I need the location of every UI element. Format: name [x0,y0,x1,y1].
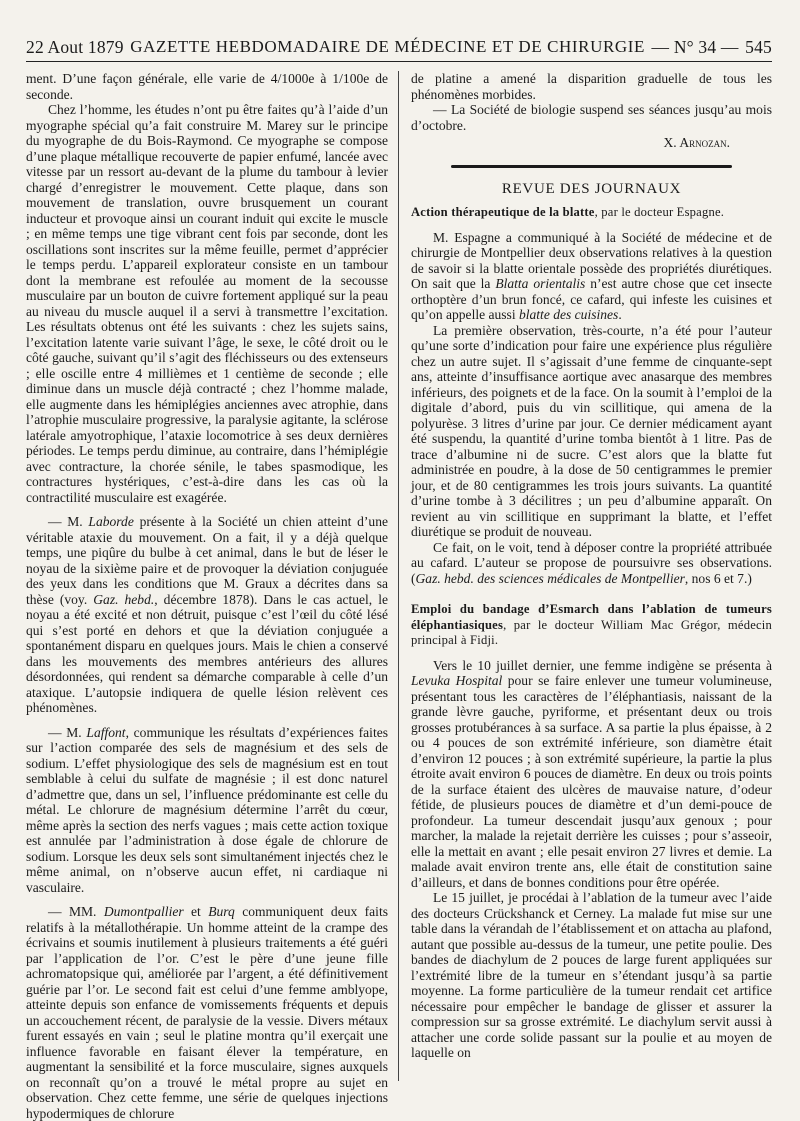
paragraph [26,514,388,716]
paragraph: ment. D’une façon générale, elle varie de 4/1000e à 1/100e de seconde. [26,71,388,102]
paragraph [411,230,772,323]
right-column [399,71,772,1081]
article-author: , par le docteur Espagne. [594,205,725,219]
text-run: — M. [48,724,87,740]
text-run: pour se faire enlever une tumeur volumineuse, présentant tous les caractères de l’éléphantiasis, naissant de la grande lèvre gauche, pyriforme, et présentant deux ou trois grosses protubérances à sa surface. A sa partie la plus épaisse, à 2 ou 4 pouces de son extrémité inférieure, son diamètre était d’environ 12 pouces ; à son extrémité supérieure, la partie la plus étroite avait environ 6 pouces de diamètre. En deux ou trois points de la surface étaient des ulcères de mauvaise nature, d’odeur fétide, de plusieurs pouces de diamètre et d’un demi-pouce de profondeur. La tumeur descendait jusqu’aux genoux ; pour marcher, la malade la rejetait derrière les cuisses ; pour s’asseoir, elle la mettait en avant ; elle pesait environ 27 livres et demie. La malade avait environ trente ans, elle était de constitution saine d’ailleurs, et dans de bonnes conditions pour être opérée. [411,673,772,890]
text-run: présente à la Société un chien atteint d’une véritable ataxie du mouvement. On a fait, il y a déjà quelque temps, une piqûre du bulbe à cet animal, dans le but de léser le noyau de la sixième paire et de provoquer la déviation conjuguée des yeux dans les conditions que M. Graux a décrites dans sa thèse (voy. [26,514,388,607]
text-run: , décembre 1878). Dans le cas actuel, le noyau a été excité et non détruit, puisque c’est l’œil du côté lésé qui s’est porté en dehors et que la déviation conjuguée a spontanément disparu en quelques jours. Mais le chien a conservé dans les mouvements des membres antérieurs des allures désordonnées, qui rendent sa démarche comparable à celle d’un ataxique. L’autopsie indiquera de quelle lésion relèvent ces phénomènes. [26,591,388,715]
text-columns [26,71,772,1121]
paragraph [411,540,772,587]
header-journal-title: GAZETTE HEBDOMADAIRE DE MÉDECINE ET DE CHIRURGIE [130,37,646,56]
person-name: Burq [208,904,235,919]
article-heading [411,602,772,649]
text-run: M. Espagne a communiqué à la Société de médecine et de chirurgie de Montpellier deux observations relatives à la question de savoir si la blatte orientale possède des propriétés diurétiques. On sait que la [411,229,772,291]
species-name: Blatta orientalis [495,276,586,291]
paragraph [26,725,388,896]
left-column [26,71,399,1121]
place-name: Levuka Hospital [411,673,503,688]
header-page-number: 545 [745,36,772,57]
journal-reference: Gaz. hebd. des sciences médicales de Montpellier [415,570,685,586]
header-date: 22 Aout 1879 [26,36,124,57]
paragraph: de platine a amené la disparition graduelle de tous les phénomènes morbides. [411,71,772,102]
section-title: REVUE DES JOURNAUX [501,180,682,197]
text-run: — MM. [48,904,104,919]
paragraph: Chez l’homme, les études n’ont pu être faites qu’à l’aide d’un myographe spécial qu’a fait construire M. Marey sur le principe du myographe de du Bois-Raymond. Ce myographe se compose d’une plaque métallique recouverte de papier enfumé, lancée avec vitesse par un ressort au-devant de la plume du tambour à levier chargé d’enregistrer le mouvement. Cette plaque, dans son mouvement de translation, ouvre brusquement un courant inducteur et provoque ainsi un courant induit qui excite le muscle ; en même temps une tige vibrant cent fois par seconde, dont les oscillations sont inscrites sur la même feuille, permet d’apprécier le temps perdu. L’appareil explorateur consiste en un tambour dont la membrane est refoulée au moment de la secousse musculaire par un bouton de cuivre fortement appliqué sur la peau au niveau du muscle auquel il a servi à transmettre l’excitation. Les résultats obtenus ont été les suivants : chez les sujets sains, l’excitation latente varie suivant l’âge, le sexe, le côté droit ou le côté gauche, suivant qu’il s’agit des fléchisseurs ou des extenseurs ; elle oscille entre 4 millièmes et 1 centième de seconde ; elle diminue dans un muscle déjà contracté ; chez l’homme malade, elle augmente dans les hémiplégies anciennes avec atrophie, dans l’atrophie musculaire progressive, la paralysie agitante, la sclérose latérale amyotrophique, l’ataxie locomotrice à ses deux dernières périodes. Le temps perdu diminue, au contraire, dans l’hémiplégie avec contracture, la chorée sénile, le tabes spasmodique, les contractures hystériques, c’est-à-dire dans les cas où la contractilité musculaire est exagérée. [26,102,388,505]
article-title: Action thérapeutique de la blatte [411,205,595,219]
text-run: , communique les résultats d’expériences faites sur l’action comparée des sels de magnésium et des sels de sodium. L’effet physiologique des sels de magnésium est en tout semblable à celui du sulfate de magnésie ; il est donc naturel d’admettre que, dans un sel, l’influence prédominante est celle du métal. Le chlorure de magnésium détermine l’arrêt du cœur, même après la section des nerfs vagues ; mais cette action toxique est annulée par l’administration à dose égale de chlorure de sodium. Lorsque les deux sels sont simultanément injectés chez le même animal, on n’observe aucun effet, ni cardiaque ni vasculaire. [26,724,388,895]
paragraph: Le 15 juillet, je procédai à l’ablation de la tumeur avec l’aide des docteurs Crückshanck et Cerney. La malade fut mise sur une table dans la vérandah de l’établissement et on attacha au plafond, autant que possible au-dessus de la tumeur, une petite poulie. Des bandes de diachylum de 2 pouces de large furent appliquées sur l’extrémité libre de la tumeur en s’étendant jusqu’à sa partie moyenne. La forme particulière de la tumeur rendait cet artifice nécessaire pour empêcher le bandage de glisser et assurer la compression sur sa grosse extrémité. Le diachylum servit aussi à attacher une corde solide passant sur la poulie et au moyen de laquelle on [411,890,772,1060]
section-divider [411,165,772,168]
text-run: — M. [48,514,89,529]
text-run: et [183,904,209,919]
text-run: Ce fait, on le voit, tend à déposer contre la propriété attribuée au cafard. L’auteur se propose de poursuivre ses observations. ( [411,539,772,586]
signature: X. Arnozan. [663,135,730,150]
header-issue-number: — N° 34 — [651,36,739,57]
person-name: Laborde [88,514,134,529]
text-run: , nos 6 et 7.) [684,570,752,586]
term: blatte des cuisines [518,307,619,322]
text-run: communiquent deux faits relatifs à la métallothérapie. Un homme atteint de la crampe des écrivains et soumis inutilement à plusieurs traitements a été guéri par l’application de l’or. C’est le père d’une jeune fille achromatopsique qui, améliorée par l’argent, a été définitivement guérie par l’or. Le second fait est celui d’une femme amblyope, atteinte depuis son enfance de vomissements fréquents et depuis un accouchement récent, de paralysie de la vessie. Divers métaux furent essayés en vain ; seul le platine montra qu’il exerçait une influence favorable en faisant élever la température, en augmentant la sensibilité et la force musculaire, signes auxquels on reconnaît qu’on a trouvé le métal propre au sujet en observation. Chez cette femme, une série de quelques injections hypodermiques de chlorure [26,904,388,1121]
journal-reference: Gaz. hebd. [93,591,155,607]
paragraph [411,658,772,891]
article-author: , par le docteur William Mac Grégor, médecin principal à Fidji. [411,617,772,647]
text-run: . [618,307,622,322]
person-name: Dumontpallier [103,904,184,919]
paragraph: La première observation, très-courte, n’a été pour l’auteur qu’une sorte d’indication pour faire une expérience plus régulière chez un autre sujet. Il s’agissait d’une femme de cinquante-sept ans, atteinte d’insuffisance aortique avec anasarque des membres inférieurs, des poignets et de la face. On la soumit à l’emploi de la digitale d’abord, puis du vin scillitique, qui amena de la polyurèse. 3 litres d’urine par jour. Ce dernier médicament ayant été suspendu, la quantité d’urine tomba bientôt à 1 litre. Pas de trace d’albumine ni de sucre. C’est alors que la blatte fut administrée en poudre, à la dose de 50 centigrammes le premier jour, et de 80 centigrammes les trois jours suivants. La quantité d’urine tombe à 3 décilitres ; un peu d’albumine apparaît. On revient au vin scillitique en supprimant la blatte, et l’effet diurétique se produit de nouveau. [411,322,772,539]
text-run: n’est autre chose que cet insecte orthoptère d’un brun foncé, ce cafard, qui infeste les cuisines et qu’on appelle aussi [411,276,772,322]
page-header [26,33,772,62]
article-heading [411,205,772,221]
text-run: Vers le 10 juillet dernier, une femme indigène se présenta à [433,657,772,673]
article-title: Emploi du bandage d’Esmarch dans l’ablation de tumeurs éléphantiasiques [411,602,772,632]
person-name: Laffont [86,724,126,740]
paragraph [26,904,388,1121]
paragraph: — La Société de biologie suspend ses séances jusqu’au mois d’octobre. [411,102,772,133]
